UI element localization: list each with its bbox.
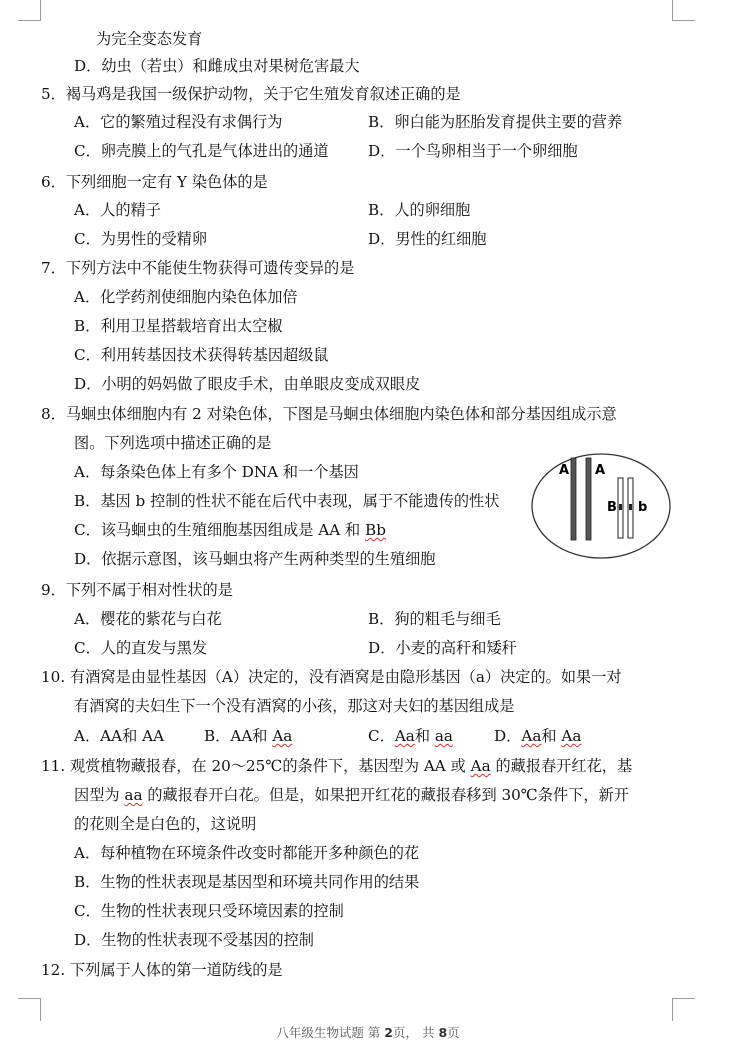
q6-option-a: A．人的精子 xyxy=(74,201,161,219)
q11-stem-line3: 的花则全是白色的，这说明 xyxy=(74,815,257,833)
label-a-1: A xyxy=(559,463,570,478)
q9-stem: 9．下列不属于相对性状的是 xyxy=(41,581,233,599)
q11-option-b: B．生物的性状表现是基因型和环境共同作用的结果 xyxy=(74,873,420,891)
q7-option-a: A．化学药剂使细胞内染色体加倍 xyxy=(74,288,298,306)
page-total: 8 xyxy=(438,1025,448,1040)
q6-option-b: B．人的卵细胞 xyxy=(368,201,471,219)
q7-option-b: B．利用卫星搭载培育出太空椒 xyxy=(74,317,283,335)
q5-option-c: C．卵壳膜上的气孔是气体进出的通道 xyxy=(74,142,329,160)
q12-stem: 12. 下列属于人体的第一道防线的是 xyxy=(41,961,283,979)
q7-stem: 7．下列方法中不能使生物获得可遗传变异的是 xyxy=(41,259,355,277)
q10-stem-line2: 有酒窝的夫妇生下一个没有酒窝的小孩，那这对夫妇的基因组成是 xyxy=(74,697,515,715)
chromosome-a-left xyxy=(571,458,576,540)
page-footer: 八年级生物试题 第 2页， 共 8页 xyxy=(276,1025,460,1040)
q9-option-b: B．狗的粗毛与细毛 xyxy=(368,610,501,628)
crop-mark-bottom-right xyxy=(672,998,695,1021)
crop-mark-bottom-left xyxy=(18,998,41,1021)
q8-option-d: D．依据示意图，该马蛔虫将产生两种类型的生殖细胞 xyxy=(74,550,436,568)
q7-option-c: C．利用转基因技术获得转基因超级鼠 xyxy=(74,346,329,364)
genotype-bb: Bb xyxy=(365,521,386,539)
q11-stem-line2: 因型为 aa 的藏报春开白花。但是，如果把开红花的藏报春移到 30℃条件下，新开 xyxy=(74,786,629,804)
gene-locus-b-right xyxy=(629,504,632,510)
chromosome-diagram xyxy=(530,452,672,560)
q8-option-c: C．该马蛔虫的生殖细胞基因组成是 AA 和 Bb xyxy=(74,521,386,539)
q6-stem: 6．下列细胞一定有 Y 染色体的是 xyxy=(41,173,268,191)
label-a-2: A xyxy=(595,463,606,478)
q8-stem-line1: 8．马蛔虫体细胞内有 2 对染色体，下图是马蛔虫体细胞内染色体和部分基因组成示意 xyxy=(41,405,617,423)
q5-option-d: D．一个鸟卵相当于一个卵细胞 xyxy=(368,142,578,160)
q11-option-d: D．生物的性状表现不受基因的控制 xyxy=(74,931,314,949)
q11-option-c: C．生物的性状表现只受环境因素的控制 xyxy=(74,902,344,920)
q9-option-d: D．小麦的高秆和矮秆 xyxy=(368,639,517,657)
q4-continuation: 为完全变态发育 xyxy=(96,30,203,48)
q11-stem-line1: 11. 观赏植物藏报春，在 20～25℃的条件下，基因型为 AA 或 Aa 的藏报春开红花，基 xyxy=(41,757,633,775)
q10-option-c: C．Aa和 aa xyxy=(368,727,453,745)
q10-stem-line1: 10. 有酒窝是由显性基因（A）决定的，没有酒窝是由隐形基因（a）决定的。如果一对 xyxy=(41,668,622,686)
label-b-upper: B xyxy=(607,500,617,515)
q9-option-a: A．樱花的紫花与白花 xyxy=(74,610,222,628)
q10-option-b: B．AA和 Aa xyxy=(204,727,293,745)
q6-option-d: D．男性的红细胞 xyxy=(368,230,487,248)
q8-option-a: A．每条染色体上有多个 DNA 和一个基因 xyxy=(74,463,359,481)
chromosome-a-right xyxy=(586,458,591,540)
q7-option-d: D．小明的妈妈做了眼皮手术，由单眼皮变成双眼皮 xyxy=(74,375,421,393)
q9-option-c: C．人的直发与黑发 xyxy=(74,639,208,657)
q4-option-d: D．幼虫（若虫）和雌成虫对果树危害最大 xyxy=(74,57,360,75)
q5-stem: 5．褐马鸡是我国一级保护动物，关于它生殖发育叙述正确的是 xyxy=(41,85,461,103)
q10-option-a: A．AA和 AA xyxy=(74,727,165,745)
q5-option-a: A．它的繁殖过程没有求偶行为 xyxy=(74,113,283,131)
label-b-lower: b xyxy=(638,500,648,515)
page-number: 2 xyxy=(384,1025,393,1040)
q8-stem-line2: 图。下列选项中描述正确的是 xyxy=(74,434,272,452)
crop-mark-top-right xyxy=(672,0,695,21)
q11-option-a: A．每种植物在环境条件改变时都能开多种颜色的花 xyxy=(74,844,420,862)
q8-option-b: B．基因 b 控制的性状不能在后代中表现，属于不能遗传的性状 xyxy=(74,492,500,510)
q5-option-b: B．卵白能为胚胎发育提供主要的营养 xyxy=(368,113,623,131)
q10-option-d: D．Aa和 Aa xyxy=(494,727,582,745)
q6-option-c: C．为男性的受精卵 xyxy=(74,230,208,248)
crop-mark-top-left xyxy=(18,0,41,21)
gene-locus-b-left xyxy=(619,504,622,510)
